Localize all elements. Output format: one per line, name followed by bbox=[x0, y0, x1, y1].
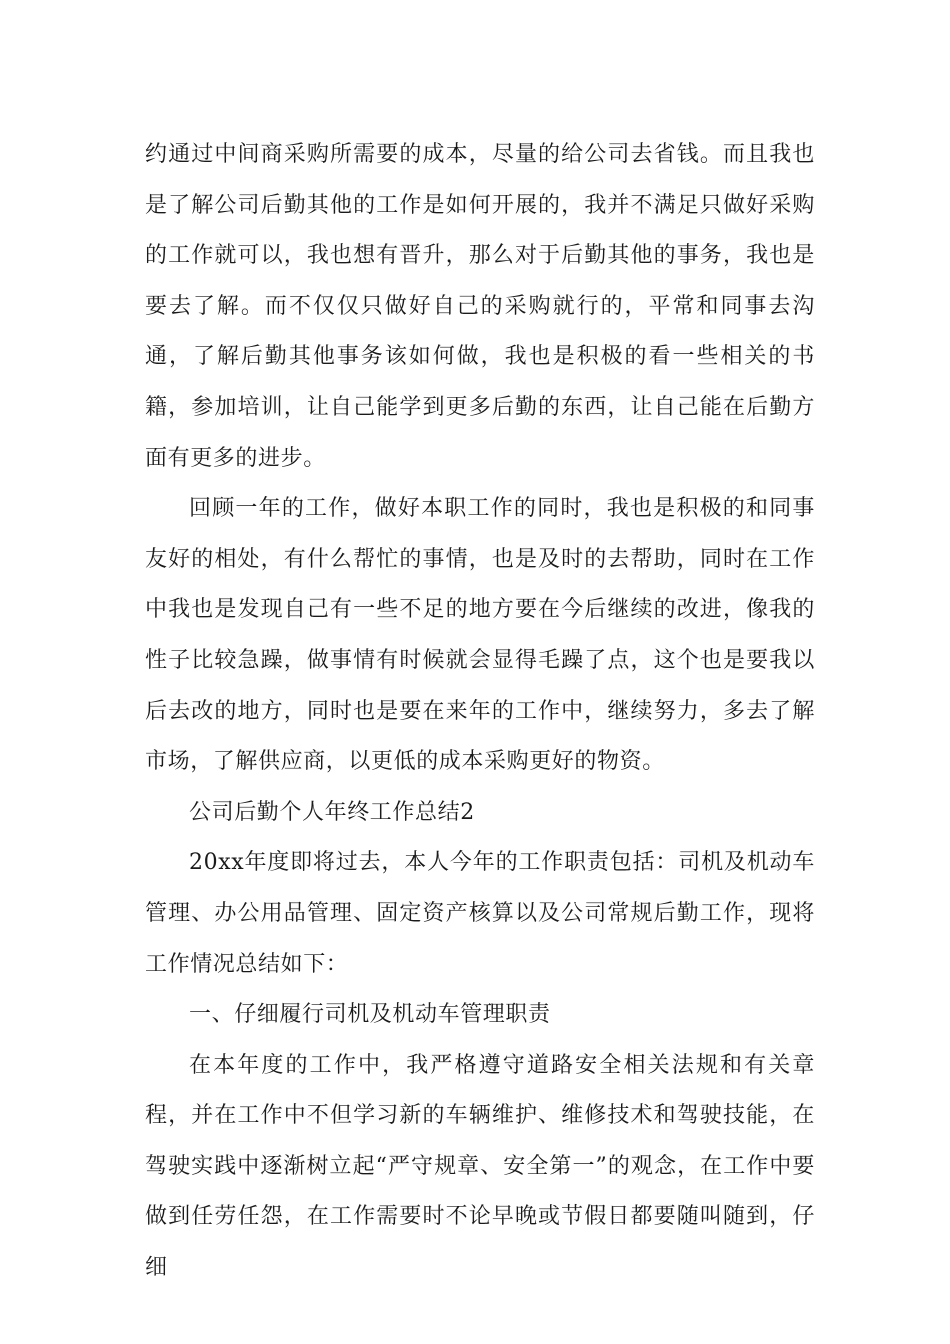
paragraph-4: 在本年度的工作中，我严格遵守道路安全相关法规和有关章程，并在工作中不但学习新的车辆维护、维修技术和驾驶技能，在驾驶实践中逐渐树立起“严守规章、安全第一”的观念，在工作中要做到任劳任怨，在工作需要时不论早晚或节假日都要随叫随到，仔细 bbox=[145, 1052, 815, 1281]
paragraph-1: 约通过中间商采购所需要的成本，尽量的给公司去省钱。而且我也是了解公司后勤其他的工作是如何开展的，我并不满足只做好采购的工作就可以，我也想有晋升，那么对于后勤其他的事务，我也是要去了解。而不仅仅只做好自己的采购就行的，平常和同事去沟通，了解后勤其他事务该如何做，我也是积极的看一些相关的书籍，参加培训，让自己能学到更多后勤的东西，让自己能在后勤方面有更多的进步。 bbox=[145, 142, 815, 471]
document-body bbox=[145, 130, 815, 1294]
section-title: 公司后勤个人年终工作总结2 bbox=[189, 799, 475, 825]
subsection-heading: 一、仔细履行司机及机动车管理职责 bbox=[189, 1002, 551, 1028]
paragraph-3: 20xx年度即将过去，本人今年的工作职责包括：司机及机动车管理、办公用品管理、固定资产核算以及公司常规后勤工作，现将工作情况总结如下： bbox=[145, 850, 815, 977]
paragraph-2: 回顾一年的工作，做好本职工作的同时，我也是积极的和同事友好的相处，有什么帮忙的事情，也是及时的去帮助，同时在工作中我也是发现自己有一些不足的地方要在今后继续的改进，像我的性子比较急躁，做事情有时候就会显得毛躁了点，这个也是要我以后去改的地方，同时也是要在来年的工作中，继续努力，多去了解市场，了解供应商，以更低的成本采购更好的物资。 bbox=[145, 496, 815, 775]
